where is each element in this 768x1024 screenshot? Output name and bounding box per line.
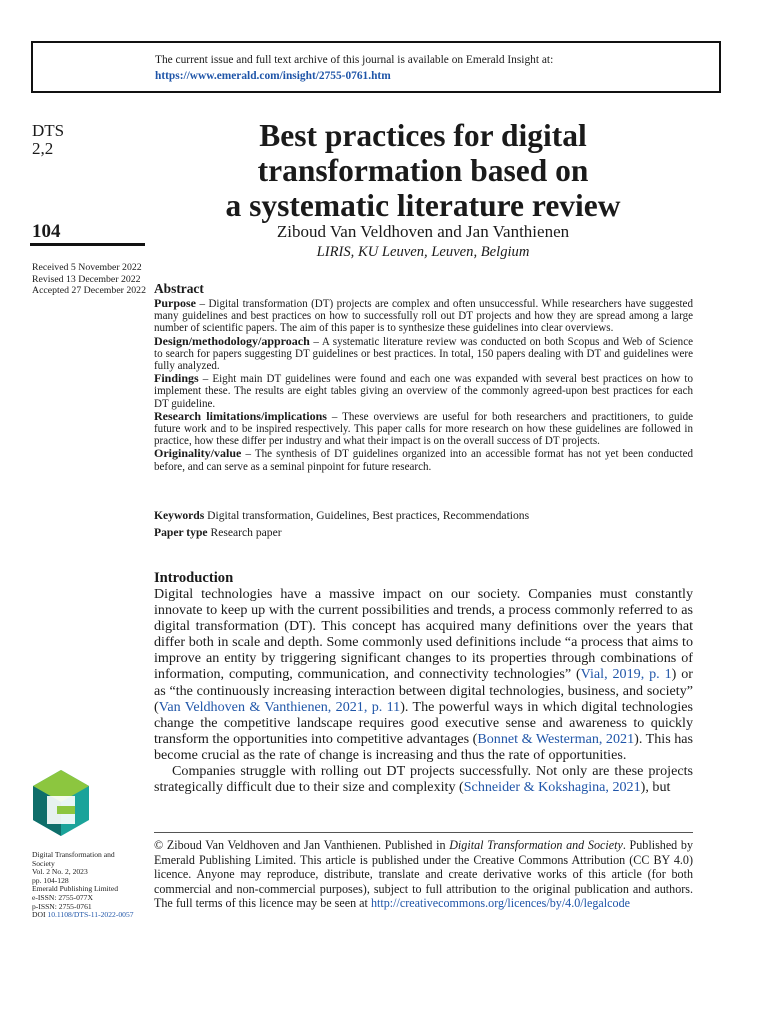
introduction-body <box>154 586 693 795</box>
title-line: transformation based on <box>257 153 589 188</box>
title-line: Best practices for digital <box>259 118 587 153</box>
received-date: Received 5 November 2022 <box>32 262 142 273</box>
section-heading-introduction: Introduction <box>154 570 234 586</box>
text-run: ). The powerful ways in which digital technologies change the competitive landscape requires good executive sense and awareness to quickly transform the opportunities into competitive advantages ( <box>154 698 693 747</box>
journal-abbrev: DTS <box>32 121 65 140</box>
abstract-label: Design/methodology/approach <box>154 333 310 348</box>
abstract-label: Purpose <box>154 296 196 310</box>
abstract-findings <box>154 372 693 410</box>
keywords <box>154 509 693 522</box>
doi-label: DOI <box>32 910 46 920</box>
doi-link[interactable]: 10.1108/DTS-11-2022-0057 <box>47 910 134 920</box>
license-notice <box>154 838 693 911</box>
revised-date: Revised 13 December 2022 <box>32 273 141 285</box>
keywords-label: Keywords <box>154 509 205 522</box>
volume-issue: 2,2 <box>32 139 54 158</box>
abstract-originality <box>154 447 693 472</box>
text-run: ), but <box>640 779 671 796</box>
banner-text: The current issue and full text archive of this journal is available on Emerald Insight at: <box>155 54 554 66</box>
text-run: ). This has become crucial as the rate of change is increasing and thus the rate of opportunities. <box>154 730 693 763</box>
license-divider <box>154 832 693 833</box>
abstract-label: Originality/value <box>154 446 242 461</box>
accepted-date: Accepted 27 December 2022 <box>32 285 146 297</box>
abstract-heading: Abstract <box>154 281 204 296</box>
submission-dates <box>32 262 146 297</box>
abstract-text: – The synthesis of DT guidelines organized into an accessible format has not yet been conducted before, and can serve as a seminal pinpoint for future research. <box>154 448 693 473</box>
meta-line: Emerald Publishing Limited <box>32 884 119 894</box>
meta-line: Society <box>32 858 55 868</box>
article-title <box>150 118 696 223</box>
sidebar-rule <box>30 243 145 246</box>
citation-link[interactable]: Van Veldhoven & Vanthienen, 2021, p. 11 <box>158 698 401 715</box>
journal-archive-link[interactable]: https://www.emerald.com/insight/2755-0761.htm <box>155 70 391 82</box>
text-run: Companies struggle with rolling out DT projects successfully. Not only are these projects strategically difficult due to their size and complexity ( <box>154 763 693 796</box>
keywords-text: Digital transformation, Guidelines, Best practices, Recommendations <box>204 509 530 522</box>
abstract-text: – A systematic literature review was conducted on both Scopus and Web of Science to search for papers suggesting DT guidelines or best practices. In total, 150 papers dealing with DT and guidelines were fully analyzed. <box>154 335 693 373</box>
journal-volume <box>32 122 64 158</box>
abstract-text: – Eight main DT guidelines were found and each one was expanded with several best practices on how to implement these. The results are eight tables giving an overview of the commonly agreed-upon best practices for each DT guideline. <box>154 373 693 410</box>
text-run: © Ziboud Van Veldhoven and Jan Vanthienen. Published in <box>154 838 450 852</box>
paper-type <box>154 526 693 539</box>
abstract-text: – These overviews are useful for both researchers and practitioners, to guide future work and to be inspired respectively. This paper calls for more research on how these guidelines are followed in practice, how these differ per industry and what their impact is on the overall success of DT projects. <box>154 410 693 448</box>
text-run: . Published by Emerald Publishing Limited. This article is published under the Creative Commons Attribution (CC BY 4.0) licence. Anyone may reproduce, distribute, translate and create derivative works of this article (for both commercial and non-commercial purposes), subject to full attribution to the original publication and authors. The full terms of this licence may be seen at <box>154 838 694 911</box>
abstract-purpose <box>154 297 693 335</box>
text-run: Digital technologies have a massive impact on our society. Companies must constantly innovate to keep up with the current possibilities and trends, a process commonly referred to as digital transformation (DT). This concept has acquired many definitions over the years that differ both in scale and depth. Some commonly used definitions include “a process that aims to improve an entity by triggering significant changes to its properties through combinations of information, computing, communication, and connectivity technologies” ( <box>154 586 693 683</box>
authors: Ziboud Van Veldhoven and Jan Vanthienen <box>276 222 570 241</box>
publication-meta <box>32 851 142 920</box>
text-run: ) or as “the continuously increasing interaction between digital technologies, business, and society” ( <box>154 666 693 715</box>
abstract-design <box>154 335 693 373</box>
abstract-label: Research limitations/implications <box>154 408 327 423</box>
affiliation: LIRIS, KU Leuven, Leuven, Belgium <box>316 244 530 260</box>
meta-line: pp. 104-128 <box>32 875 69 885</box>
abstract-limitations <box>154 410 693 448</box>
paper-type-text: Research paper <box>207 526 282 539</box>
citation-link[interactable]: Vial, 2019, p. 1 <box>580 666 672 683</box>
paragraph <box>154 586 693 763</box>
abstract <box>154 281 693 473</box>
paragraph <box>154 763 693 795</box>
meta-line: p-ISSN: 2755-0761 <box>32 901 92 911</box>
access-banner <box>31 41 721 93</box>
abstract-label: Findings <box>154 371 199 386</box>
abstract-text: – Digital transformation (DT) projects are complex and often unsuccessful. While researchers have suggested many guidelines and best practices on how to successfully roll out DT projects and how they are spread among a large number of scientific papers. The aim of this paper is to synthesize these guidelines into clear overviews. <box>154 298 693 335</box>
meta-line: Digital Transformation and <box>32 850 115 859</box>
doi-line <box>32 911 142 920</box>
paper-type-label: Paper type <box>154 526 208 539</box>
title-line: a systematic literature review <box>225 188 621 223</box>
page-number: 104 <box>32 221 61 242</box>
citation-link[interactable]: Schneider & Kokshagina, 2021 <box>463 779 641 796</box>
license-link[interactable]: http://creativecommons.org/licences/by/4.0/legalcode <box>370 896 630 911</box>
meta-line: Vol. 2 No. 2, 2023 <box>32 867 88 877</box>
citation-link[interactable]: Bonnet & Westerman, 2021 <box>477 730 635 747</box>
journal-name: Digital Transformation and Society <box>449 838 623 852</box>
meta-line: e-ISSN: 2755-077X <box>32 892 93 902</box>
journal-logo-icon <box>31 768 91 838</box>
